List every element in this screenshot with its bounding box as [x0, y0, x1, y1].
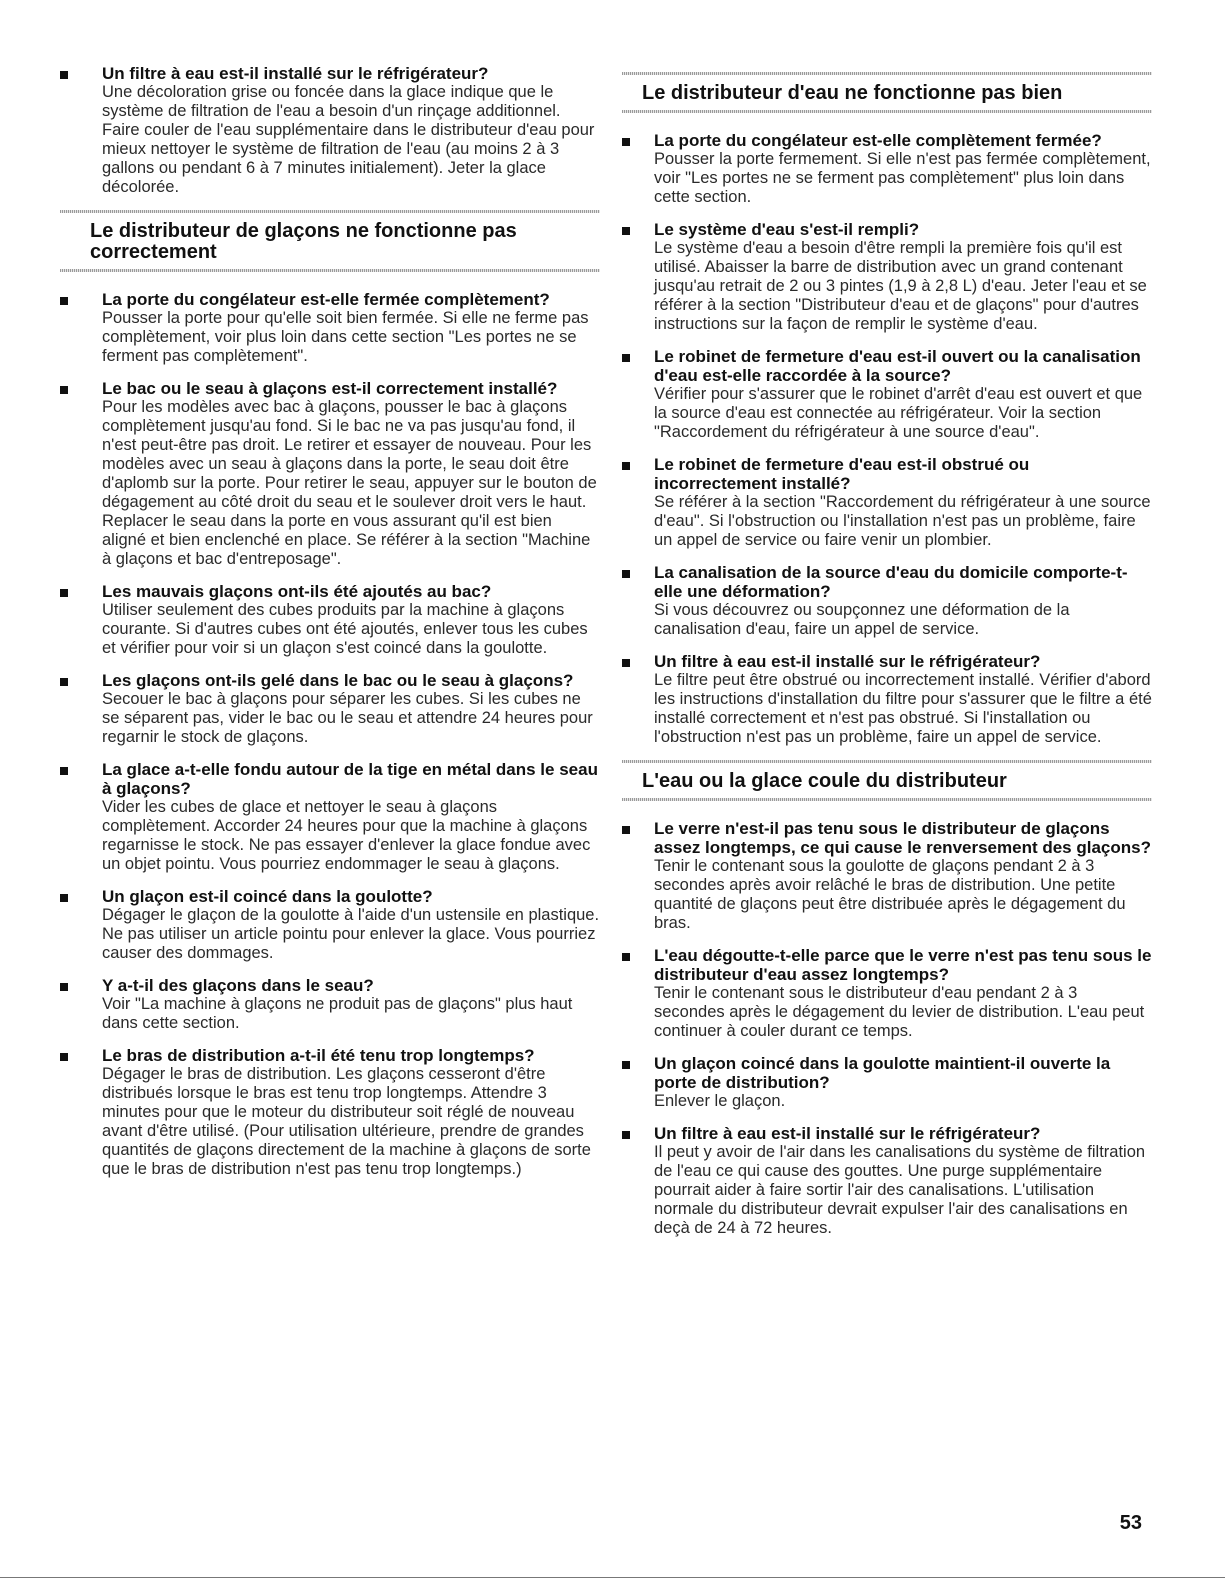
faq-question: Le système d'eau s'est-il rempli?: [654, 220, 920, 239]
faq-item: [622, 819, 1152, 933]
faq-question: Un glaçon coincé dans la goulotte maintient-il ouverte la porte de distribution?: [654, 1054, 1111, 1092]
faq-item: [60, 976, 600, 1033]
faq-answer: Se référer à la section "Raccordement du réfrigérateur à une source d'eau". Si l'obstruction ou l'installation n'est pas un problème, faire un appel de service ou faire venir un plombier.: [654, 493, 1151, 549]
faq-item: [622, 1124, 1152, 1238]
faq-question: Un filtre à eau est-il installé sur le réfrigérateur?: [102, 64, 489, 83]
faq-answer: Dégager le bras de distribution. Les glaçons cesseront d'être distribués lorsque le bras est tenu trop longtemps. Attendre 3 minutes pour que le moteur du distributeur soit réglé de nouveau avant d'être utilisé. (Pour utilisation ultérieure, prendre de grandes quantités de glaçons directement de la machine à glaçons de sorte que le bras de distribution n'est pas tenu trop longtemps.): [102, 1065, 591, 1178]
bullet-square-icon: [60, 894, 68, 902]
section-title: Le distributeur d'eau ne fonctionne pas bien: [642, 82, 1063, 104]
faq-answer: Tenir le contenant sous la goulotte de glaçons pendant 2 à 3 secondes après avoir relâché le bras de distribution. Une petite quantité de glaçons peut être distribuée après le dégagement du bras.: [654, 857, 1126, 932]
bullet-square-icon: [60, 767, 68, 775]
bullet-square-icon: [60, 71, 68, 79]
faq-item: [60, 671, 600, 747]
bullet-square-icon: [60, 678, 68, 686]
faq-answer: Pousser la porte pour qu'elle soit bien fermée. Si elle ne ferme pas complètement, voir plus loin dans cette section "Les portes ne se ferment pas complètement".: [102, 309, 589, 365]
faq-item: [622, 131, 1152, 207]
section-header: [60, 210, 600, 272]
faq-question: Un glaçon est-il coincé dans la goulotte?: [102, 887, 433, 906]
faq-item: [60, 887, 600, 963]
faq-question: La canalisation de la source d'eau du domicile comporte-t-elle une déformation?: [654, 563, 1128, 601]
faq-question: Le bras de distribution a-t-il été tenu trop longtemps?: [102, 1046, 535, 1065]
faq-answer: Secouer le bac à glaçons pour séparer les cubes. Si les cubes ne se séparent pas, vider le bac ou le seau et attendre 24 heures pour regarnir le stock de glaçons.: [102, 690, 593, 746]
faq-question: Les glaçons ont-ils gelé dans le bac ou le seau à glaçons?: [102, 671, 574, 690]
faq-item: [60, 64, 600, 197]
bullet-square-icon: [60, 386, 68, 394]
right-column: [622, 64, 1152, 1251]
faq-item: [60, 582, 600, 658]
faq-question: Le robinet de fermeture d'eau est-il ouvert ou la canalisation d'eau est-elle raccordée à la source?: [654, 347, 1141, 385]
faq-answer: Enlever le glaçon.: [654, 1092, 786, 1110]
faq-answer: Tenir le contenant sous le distributeur d'eau pendant 2 à 3 secondes après le dégagement du levier de distribution. L'eau peut continuer à couler durant ce temps.: [654, 984, 1145, 1040]
faq-answer: Il peut y avoir de l'air dans les canalisations du système de filtration de l'eau ce qui cause des gouttes. Une purge supplémentaire pourrait aider à faire sortir l'air des canalisations. L'utilisation normale du distributeur devrait expulser l'air des canalisations en deçà de 24 à 72 heures.: [654, 1143, 1146, 1237]
bullet-square-icon: [622, 1061, 630, 1069]
faq-question: Le verre n'est-il pas tenu sous le distributeur de glaçons assez longtemps, ce qui cause le renversement des glaçons?: [654, 819, 1151, 857]
divider: [622, 798, 1152, 801]
bullet-square-icon: [622, 354, 630, 362]
faq-question: L'eau dégoutte-t-elle parce que le verre n'est pas tenu sous le distributeur d'eau assez longtemps?: [654, 946, 1152, 984]
faq-question: Le bac ou le seau à glaçons est-il correctement installé?: [102, 379, 558, 398]
faq-item: [60, 760, 600, 874]
faq-question: Y a-t-il des glaçons dans le seau?: [102, 976, 374, 995]
left-column: [60, 64, 600, 1192]
faq-item: [622, 1054, 1152, 1111]
bullet-square-icon: [622, 826, 630, 834]
faq-answer: Pour les modèles avec bac à glaçons, pousser le bac à glaçons complètement jusqu'au fond. Si le bac ne va pas jusqu'au fond, il n'est peut-être pas droit. Le retirer et essayer de nouveau. Pour les modèles avec un seau à glaçons dans la porte, le seau doit être d'aplomb sur la porte. Pour retirer le seau, appuyer sur le bouton de dégagement au côté droit du seau et le soulever droit vers le haut. Replacer le seau dans la porte en vous assurant qu'il est bien aligné et bien enclenché en place. Se référer à la section "Machine à glaçons et bac d'entreposage".: [102, 398, 597, 568]
bottom-rule: [0, 1577, 1225, 1578]
divider: [60, 269, 600, 272]
bullet-square-icon: [60, 297, 68, 305]
faq-question: La porte du congélateur est-elle fermée complètement?: [102, 290, 550, 309]
faq-answer: Vider les cubes de glace et nettoyer le seau à glaçons complètement. Accorder 24 heures pour que la machine à glaçons regarnisse le stock. Ne pas essayer d'enlever la glace fondue avec un objet pointu. Vous pourriez endommager le seau à glaçons.: [102, 798, 591, 873]
faq-item: [622, 455, 1152, 550]
section-header: [622, 760, 1152, 801]
faq-answer: Si vous découvrez ou soupçonnez une déformation de la canalisation d'eau, faire un appel de service.: [654, 601, 1070, 638]
faq-item: [622, 347, 1152, 442]
faq-question: Un filtre à eau est-il installé sur le réfrigérateur?: [654, 1124, 1041, 1143]
faq-question: Un filtre à eau est-il installé sur le réfrigérateur?: [654, 652, 1041, 671]
bullet-square-icon: [622, 1131, 630, 1139]
faq-answer: Le filtre peut être obstrué ou incorrectement installé. Vérifier d'abord les instructions d'installation du filtre pour s'assurer que le filtre a été installé correctement et n'est pas obstrué. Si l'installation ou l'obstruction n'est pas un problème, faire un appel de service.: [654, 671, 1152, 746]
bullet-square-icon: [622, 138, 630, 146]
bullet-square-icon: [622, 953, 630, 961]
faq-question: La glace a-t-elle fondu autour de la tige en métal dans le seau à glaçons?: [102, 760, 598, 798]
faq-answer: Vérifier pour s'assurer que le robinet d'arrêt d'eau est ouvert et que la source d'eau est connectée au réfrigérateur. Voir la section "Raccordement du réfrigérateur à une source d'eau".: [654, 385, 1143, 441]
faq-answer: Pousser la porte fermement. Si elle n'est pas fermée complètement, voir "Les portes ne se ferment pas complètement" plus loin dans cette section.: [654, 150, 1151, 206]
section-title: Le distributeur de glaçons ne fonctionne pas correctement: [90, 220, 517, 263]
bullet-square-icon: [60, 1053, 68, 1061]
faq-item: [60, 290, 600, 366]
faq-item: [622, 652, 1152, 747]
faq-answer: Le système d'eau a besoin d'être rempli la première fois qu'il est utilisé. Abaisser la barre de distribution avec un grand contenant jusqu'au retrait de 2 ou 3 pintes (1,9 à 2,8 L) d'eau. Jeter l'eau et se référer à la section "Distributeur d'eau et de glaçons" pour d'autres instructions sur la façon de remplir le système d'eau.: [654, 239, 1147, 333]
faq-question: Les mauvais glaçons ont-ils été ajoutés au bac?: [102, 582, 492, 601]
section-title: L'eau ou la glace coule du distributeur: [642, 770, 1007, 792]
bullet-square-icon: [60, 589, 68, 597]
bullet-square-icon: [622, 659, 630, 667]
divider: [622, 110, 1152, 113]
bullet-square-icon: [60, 983, 68, 991]
faq-answer: Utiliser seulement des cubes produits par la machine à glaçons courante. Si d'autres cubes ont été ajoutés, enlever tous les cubes et vérifier pour voir si un glaçon s'est coincé dans la goulotte.: [102, 601, 588, 657]
faq-item: [622, 220, 1152, 334]
faq-item: [622, 563, 1152, 639]
faq-answer: Dégager le glaçon de la goulotte à l'aide d'un ustensile en plastique. Ne pas utiliser un article pointu pour enlever la glace. Vous pourriez causer des dommages.: [102, 906, 600, 962]
bullet-square-icon: [622, 570, 630, 578]
faq-answer: Voir "La machine à glaçons ne produit pas de glaçons" plus haut dans cette section.: [102, 995, 573, 1032]
faq-item: [60, 1046, 600, 1179]
faq-item: [622, 946, 1152, 1041]
section-header: [622, 72, 1152, 113]
faq-question: Le robinet de fermeture d'eau est-il obstrué ou incorrectement installé?: [654, 455, 1030, 493]
bullet-square-icon: [622, 227, 630, 235]
faq-answer: Une décoloration grise ou foncée dans la glace indique que le système de filtration de l'eau a besoin d'un rinçage additionnel. Faire couler de l'eau supplémentaire dans le distributeur d'eau pour mieux nettoyer le système de filtration de l'eau (au moins 2 à 3 gallons ou pendant 6 à 7 minutes initialement). Jeter la glace décolorée.: [102, 83, 595, 196]
faq-item: [60, 379, 600, 569]
faq-question: La porte du congélateur est-elle complètement fermée?: [654, 131, 1102, 150]
bullet-square-icon: [622, 462, 630, 470]
page-number: 53: [1119, 1512, 1142, 1534]
